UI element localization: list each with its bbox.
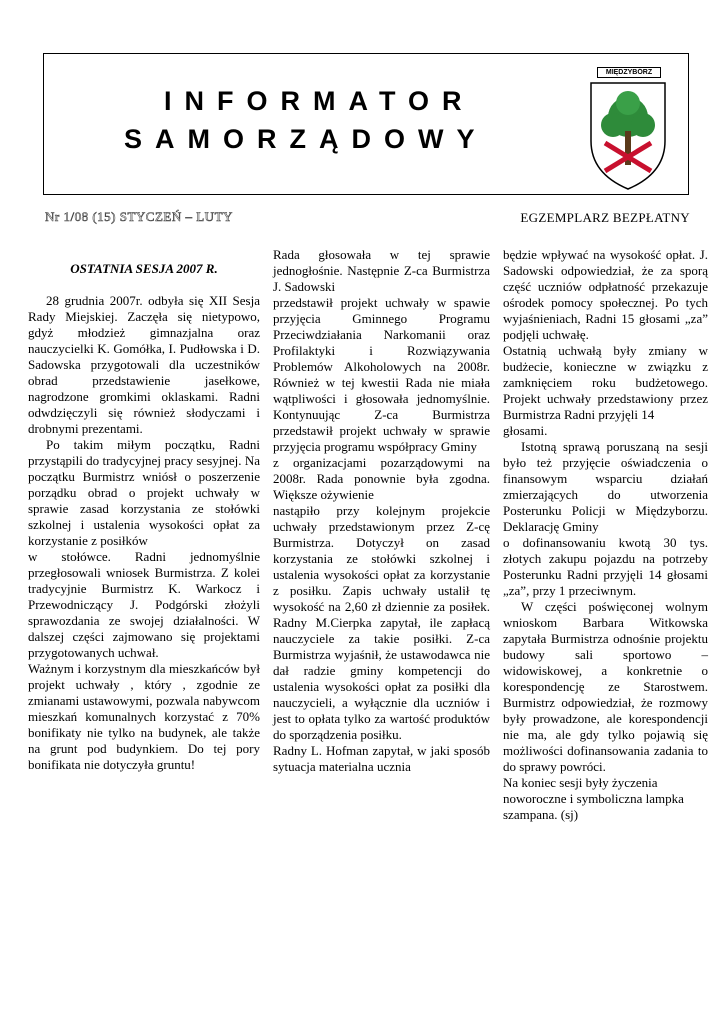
paragraph: Po takim miłym początku, Radni przystąpili do tradycyjnej pracy sesyjnej. Na początku Burmistrz wniósł o poszerzenie porządku obrad o projekt uchwały w sprawie zasad korzystania ze stołówki szkolnej i ustalenia wysokości opłat za korzystanie z posiłków bbox=[28, 437, 260, 548]
masthead-title-line1: INFORMATOR bbox=[164, 86, 475, 116]
paragraph: będzie wpływać na wysokość opłat. J. Sadowski odpowiedział, że za sporą część uczniów odpłatność przekazuje ośrodek pomocy społecznej. Po tych wyjaśnieniach, Radni 15 głosami „za” podjęli uchwałę. bbox=[503, 247, 708, 342]
paragraph: z organizacjami pozarządowymi na 2008r. Rada ponownie była zgodna. Większe ożywienie bbox=[273, 455, 490, 502]
paragraph: przedstawił projekt uchwały w spawie przyjęcia Gminnego Programu Przeciwdziałania Narkomanii oraz Profilaktyki i Rozwiązywania Problemów Alkoholowych na 2008r. Również w tej kwestii Rada nie miała wątpliwości i głosowała jednomyślnie. Kontynuując Z-ca Burmistrza przedstawił projekt uchwały w sprawie przyjęcia programu współpracy Gminy bbox=[273, 295, 490, 454]
free-copy-label: EGZEMPLARZ BEZPŁATNY bbox=[520, 210, 690, 225]
article-title: OSTATNIA SESJA 2007 R. bbox=[70, 261, 218, 276]
paragraph: Istotną sprawą poruszaną na sesji było też przyjęcie oświadczenia o finansowym wsparciu działań zmierzających do utworzenia Posterunku Policji w Międzyborzu. Deklarację Gminy bbox=[503, 439, 708, 534]
paragraph: Rada głosowała w tej sprawie jednogłośnie. Następnie Z-ca Burmistrza J. Sadowski bbox=[273, 247, 490, 294]
masthead bbox=[43, 53, 689, 195]
paragraph: Radny L. Hofman zapytał, w jaki sposób sytuacja materialna ucznia bbox=[273, 743, 490, 774]
issue-number: Nr 1/08 (15) STYCZEŃ – LUTY bbox=[45, 209, 233, 224]
paragraph: o dofinansowaniu kwotą 30 tys. złotych zakupu pojazdu na potrzeby Posterunku Radni przyjęli 14 głosami „za”, przy 1 przeciwnym. bbox=[503, 535, 708, 598]
coat-of-arms-icon bbox=[587, 79, 669, 191]
article-column-1 bbox=[28, 245, 260, 773]
paragraph: nastąpiło przy kolejnym projekcie uchwały przedstawionym przez Z-cę Burmistrza. Dotyczył on zasad korzystania ze stołówki szkolnej i ustalenia wysokości opłat za korzystanie z posiłku. Zapis uchwały ustalił tę wysokość na 2,60 zł dziennie za posiłek. Radny M.Cierpka zapytał, ile zapłacą nauczyciele za takie posiłki. Z-ca Burmistrza wyjaśnił, że ustawodawca nie dał radzie gminy kompetencji do ustalenia wysokości opłat za posiłki dla nauczycieli, a wyłącznie dla uczniów i jest to opłata tylko za wartość produktów do sporządzenia posiłku. bbox=[273, 503, 490, 742]
crest-label: MIĘDZYBÓRZ bbox=[597, 67, 661, 78]
article-column-3 bbox=[503, 247, 708, 823]
paragraph: Ostatnią uchwałą były zmiany w budżecie, konieczne w związku z zamknięciem roku budżetowego. Projekt uchwały przedstawiony przez Burmistrza Radni przyjęli 14 bbox=[503, 343, 708, 422]
paragraph: W części poświęconej wolnym wnioskom Barbara Witkowska zapytała Burmistrza odnośnie projektu budowy sali sportowo – widowiskowej, a konkretnie o korespondencję ze Starostwem. Burmistrz odpowiedział, że rozmowy były prowadzone, ale korespondencji nie ma, ale gdy tylko pojawią się możliwości dofinansowania zadania to do sprawy powróci. bbox=[503, 599, 708, 774]
paragraph: 28 grudnia 2007r. odbyła się XII Sesja Rady Miejskiej. Zaczęła się nietypowo, gdyż młodzież gimnazjalna oraz nauczycielki K. Gomółka, I. Pudłowska i D. Sadowska przygotowali dla uczestników obrad przedstawienie jasełkowe, nagrodzone gromkimi oklaskami. Radni odwdzięczyli się również słodyczami i drobnymi prezentami. bbox=[28, 293, 260, 436]
paragraph: głosami. bbox=[503, 423, 548, 438]
paragraph: Ważnym i korzystnym dla mieszkańców był projekt uchwały , który , zgodnie ze zmianami ustawowymi, pozwala nabywcom mieszkań komunalnych korzystać z 70% bonifikaty nie tylko na budynek, ale także na grunt pod budynkiem. Do tej pory bonifikata nie dotyczyła gruntu! bbox=[28, 661, 260, 772]
paragraph: w stołówce. Radni jednomyślnie przegłosowali wniosek Burmistrza. Z kolei tradycyjnie Burmistrz K. Warkocz i Przewodniczący J. Podgórski złożyli sprawozdania ze swojej działalności. W dalszej części zajmowano się projektami przygotowanych uchwał. bbox=[28, 549, 260, 660]
article-column-2 bbox=[273, 247, 490, 775]
masthead-title-line2: SAMORZĄDOWY bbox=[124, 124, 488, 154]
paragraph: Na koniec sesji były życzenia noworoczne i symboliczna lampka szampana. (sj) bbox=[503, 775, 684, 822]
